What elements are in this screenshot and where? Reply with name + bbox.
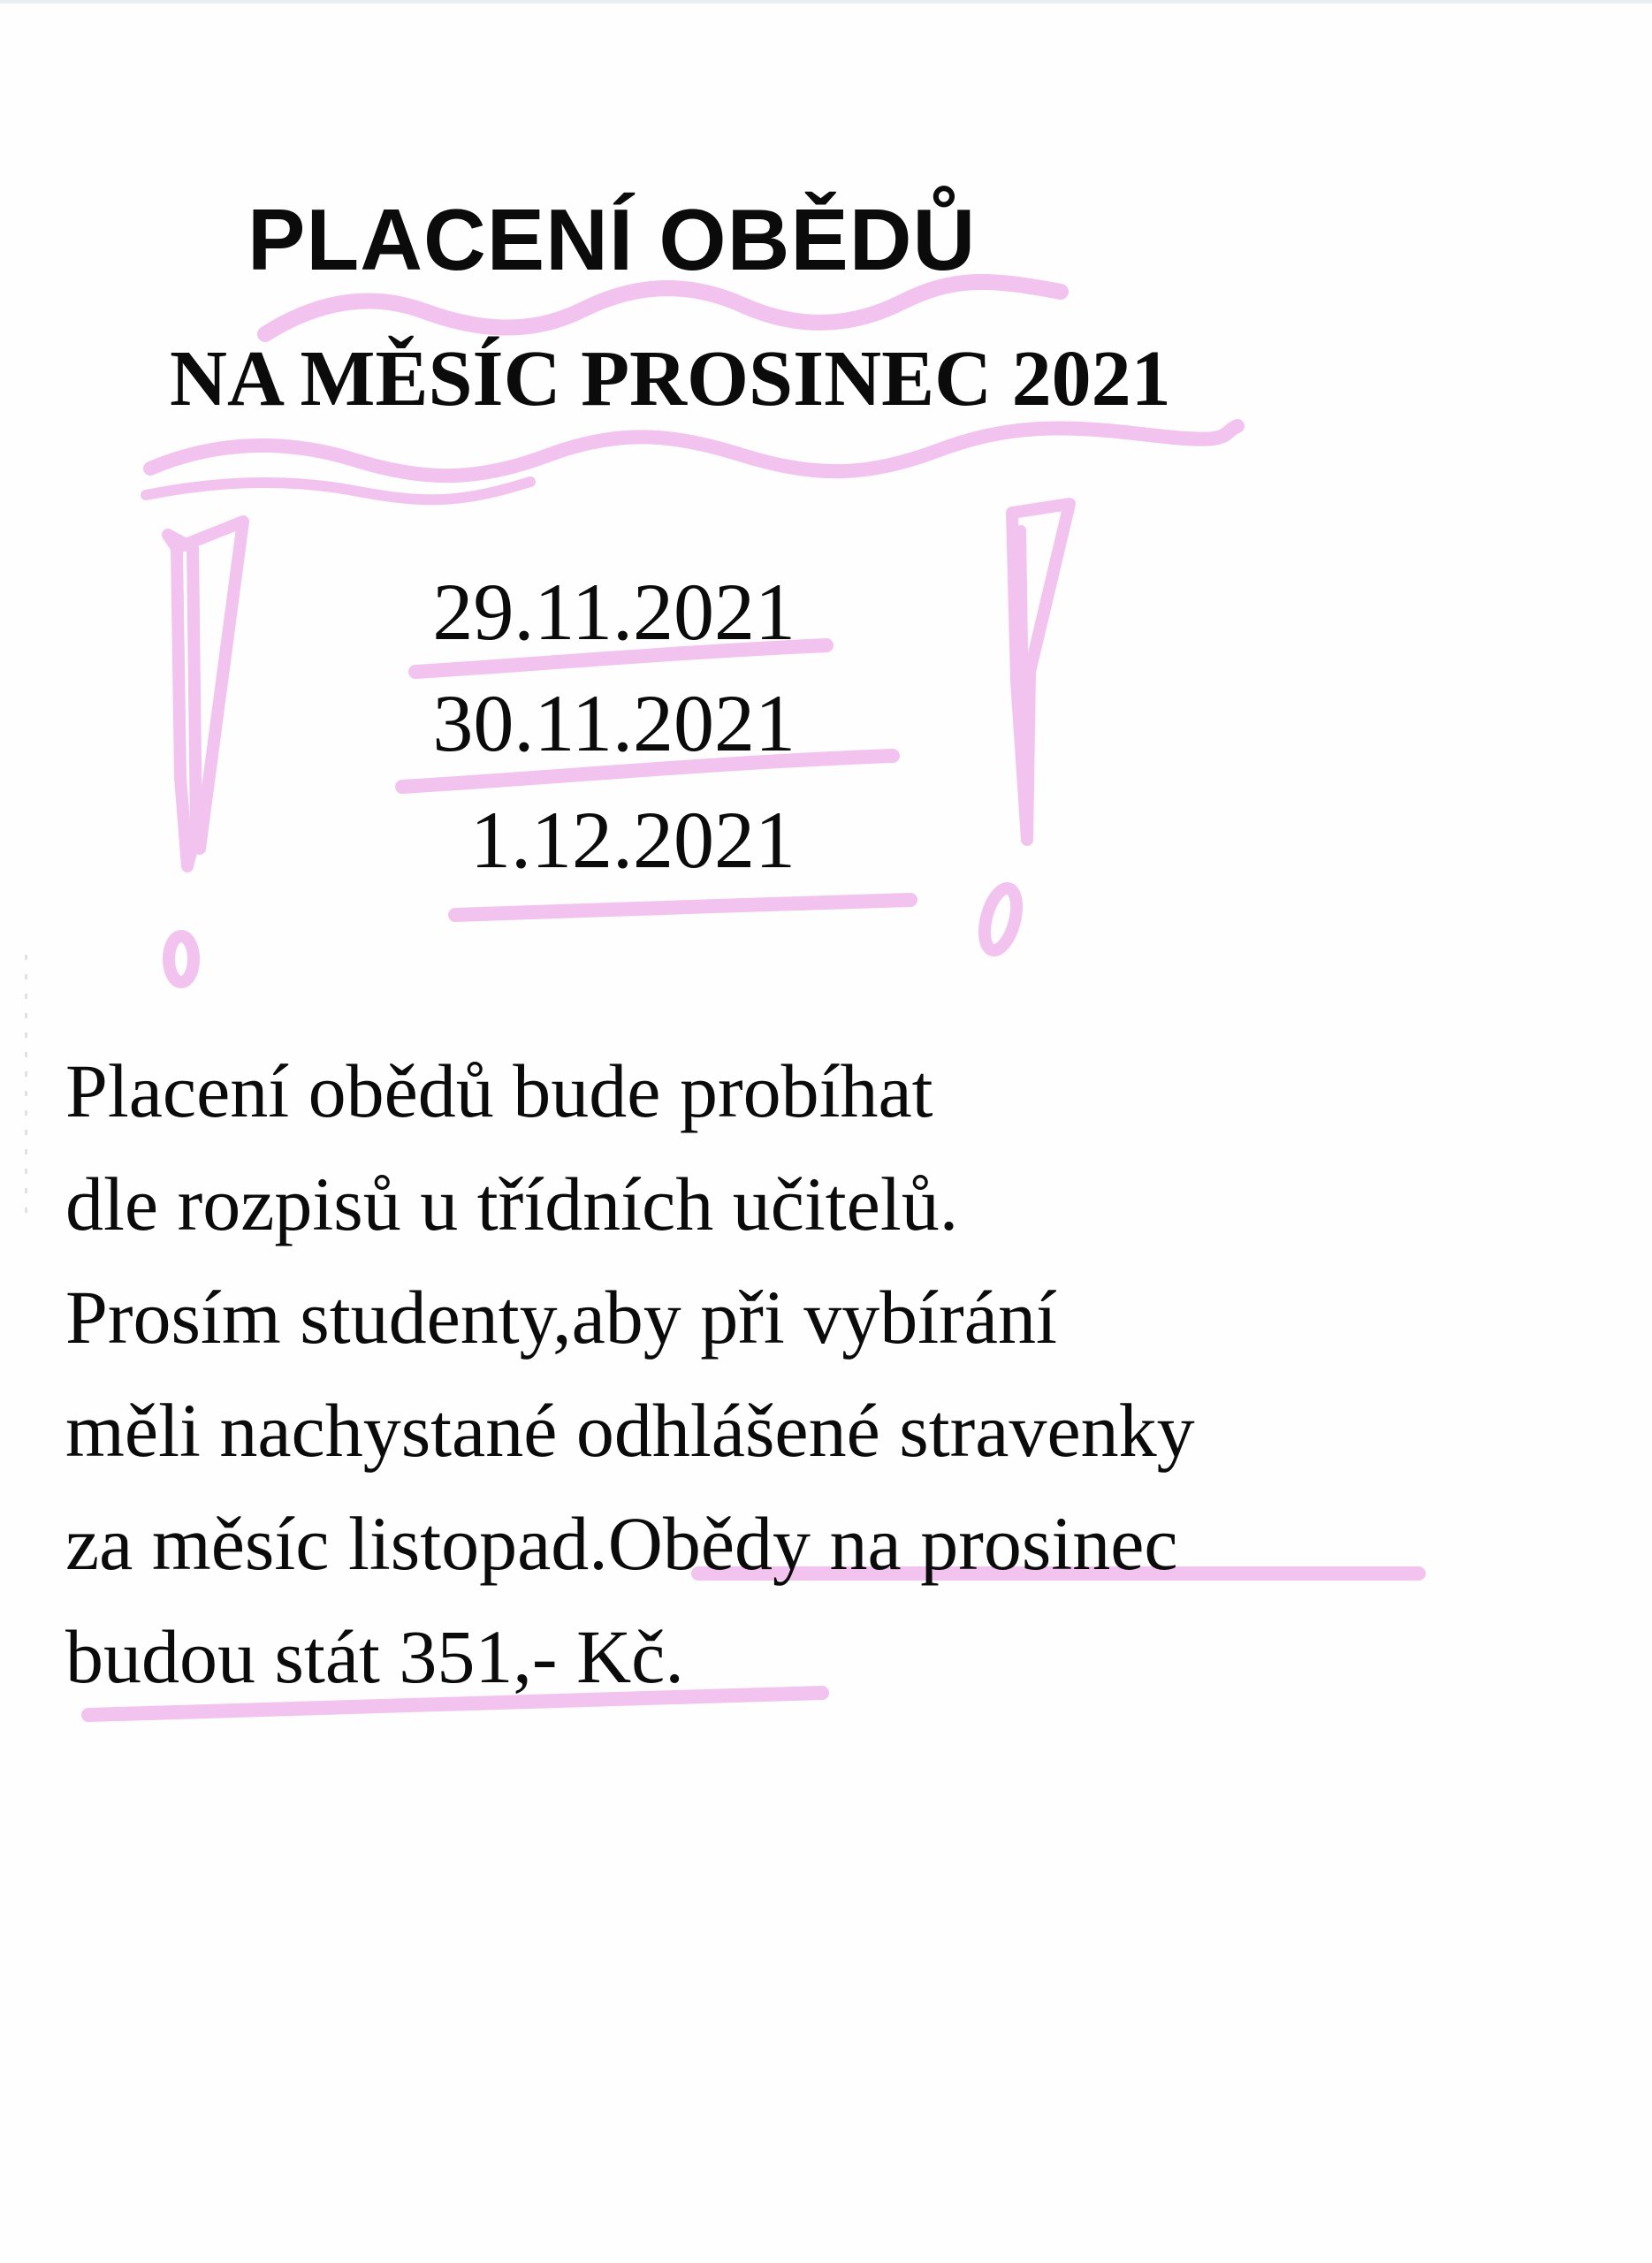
subtitle-wavy-underline-1	[150, 426, 1237, 476]
right-exclamation-dot	[978, 885, 1023, 954]
right-exclamation-stem-2	[1021, 530, 1025, 822]
subtitle-wavy-underline-2	[146, 482, 530, 499]
body-line: za měsíc listopad.Obědy na prosinec	[65, 1501, 1178, 1586]
notice-subtitle: NA MĚSÍC PROSINEC 2021	[170, 335, 1171, 423]
payment-date: 30.11.2021	[432, 678, 796, 768]
left-exclamation-stem	[168, 535, 196, 866]
title-wavy-underline	[265, 282, 1061, 334]
scan-dots	[25, 955, 27, 1220]
date-3-underline	[455, 900, 910, 915]
body-line: Prosím studenty,aby při vybírání	[65, 1275, 1057, 1360]
body-line: dle rozpisů u třídních učitelů.	[65, 1162, 959, 1246]
body-line: Placení obědů bude probíhat	[65, 1048, 933, 1133]
body-line: měli nachystané odhlášené stravenky	[65, 1388, 1195, 1473]
body-line: budou stát 351,- Kč.	[65, 1614, 684, 1699]
scan-edge	[0, 0, 1652, 4]
notice-body	[65, 1034, 1195, 1713]
right-exclamation-stem	[1012, 504, 1070, 840]
payment-date: 1.12.2021	[470, 795, 796, 885]
left-exclamation-stem-fill	[177, 522, 243, 849]
notice-title: PLACENÍ OBĚDŮ	[247, 191, 977, 288]
left-exclamation-dot	[169, 936, 194, 982]
payment-date: 29.11.2021	[432, 567, 796, 657]
